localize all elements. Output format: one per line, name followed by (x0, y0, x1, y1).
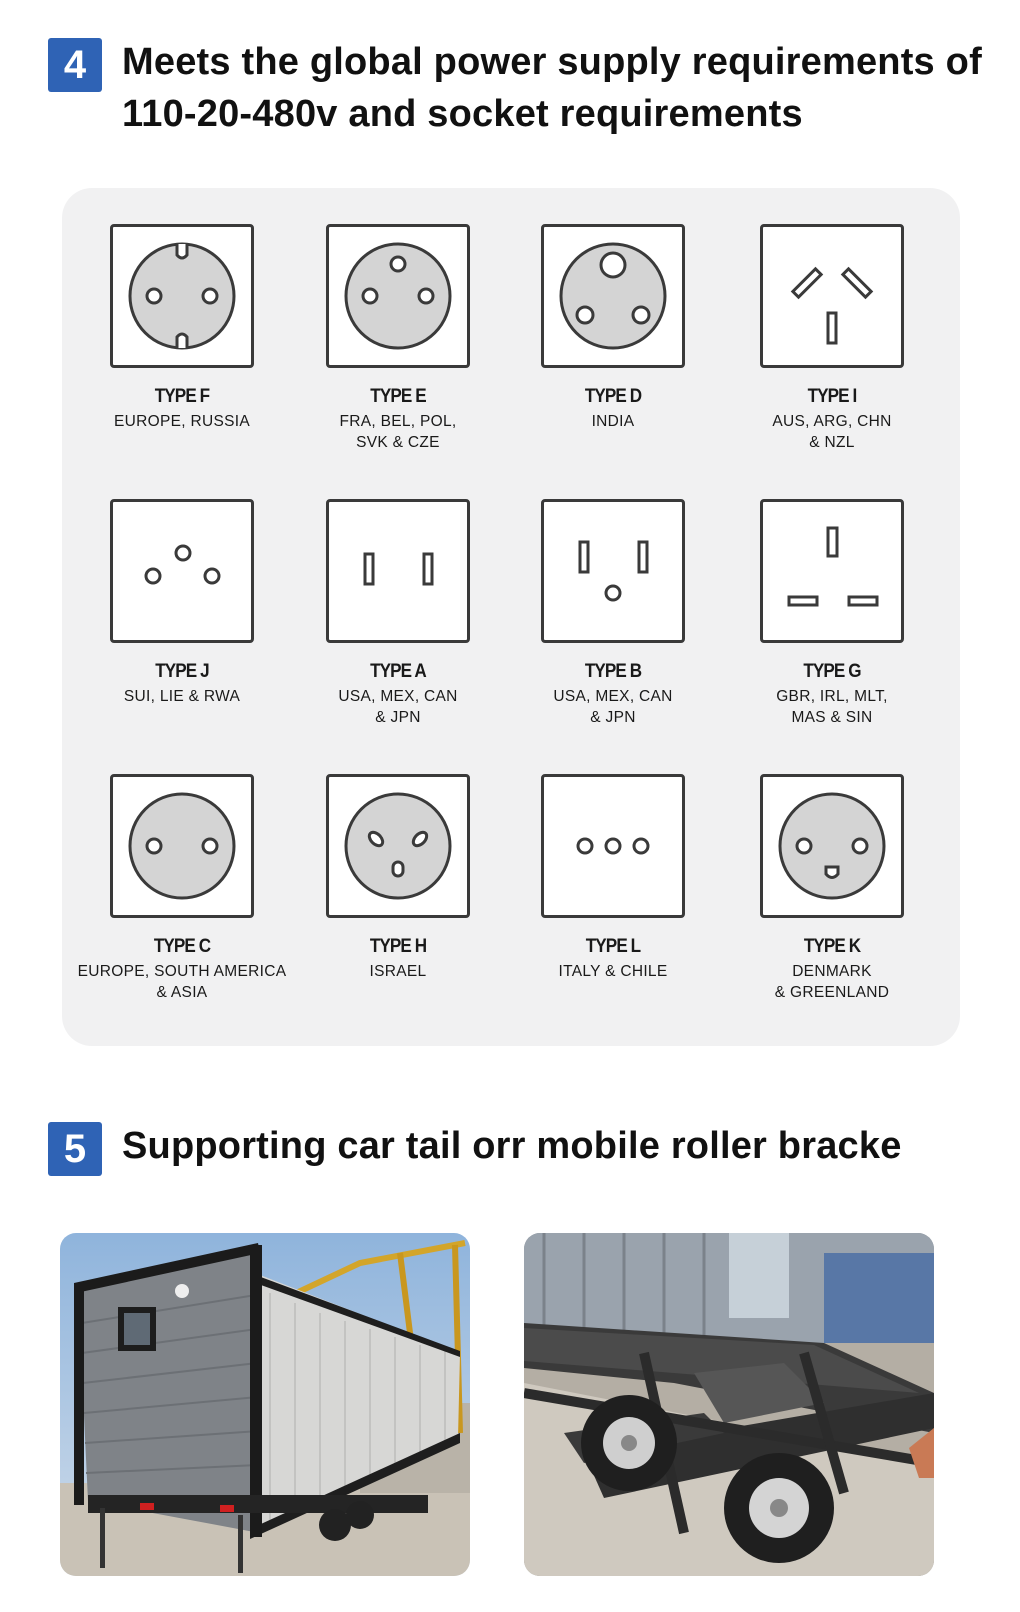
section-5-heading (48, 1120, 902, 1176)
section-title: Supporting car tail orr mobile roller bracke (122, 1125, 902, 1167)
socket-card-type-c (64, 774, 300, 1003)
socket-type-label: TYPE L (585, 936, 641, 957)
socket-type-label: TYPE F (154, 386, 210, 407)
socket-region-label: ITALY & CHILE (558, 963, 668, 980)
socket-region-label: USA, MEX, CAN & JPN (553, 688, 673, 726)
socket-region-label: SUI, LIE & RWA (123, 688, 241, 705)
socket-type-label: TYPE A (370, 661, 426, 682)
type-d-socket-icon (541, 224, 685, 368)
socket-type-label: TYPE K (803, 936, 861, 957)
socket-region-label: EUROPE, SOUTH AMERICA & ASIA (77, 963, 287, 1001)
socket-region-label: FRA, BEL, POL, SVK & CZE (339, 413, 457, 451)
type-a-socket-icon (326, 499, 470, 643)
trailer-chassis-frame-photo (524, 1233, 934, 1576)
socket-card-type-b (495, 499, 731, 728)
socket-type-label: TYPE I (807, 386, 857, 407)
socket-region-label: GBR, IRL, MLT, MAS & SIN (776, 688, 888, 726)
socket-region-label: ISRAEL (369, 963, 427, 980)
socket-card-type-g (714, 499, 950, 728)
container-house-on-trailer-photo (60, 1233, 470, 1576)
socket-type-label: TYPE C (153, 936, 211, 957)
socket-card-type-e (280, 224, 516, 453)
type-h-socket-icon (326, 774, 470, 918)
socket-card-type-j (64, 499, 300, 707)
socket-card-type-k (714, 774, 950, 1003)
socket-card-type-l (495, 774, 731, 982)
type-i-socket-icon (760, 224, 904, 368)
socket-type-label: TYPE H (369, 936, 427, 957)
socket-card-type-a (280, 499, 516, 728)
socket-type-label: TYPE E (370, 386, 426, 407)
section-number-badge: 5 (48, 1122, 102, 1176)
type-g-socket-icon (760, 499, 904, 643)
socket-card-type-d (495, 224, 731, 432)
type-f-socket-icon (110, 224, 254, 368)
socket-card-type-h (280, 774, 516, 982)
type-j-socket-icon (110, 499, 254, 643)
socket-type-label: TYPE G (803, 661, 861, 682)
socket-card-type-f (64, 224, 300, 432)
socket-card-type-i (714, 224, 950, 453)
type-e-socket-icon (326, 224, 470, 368)
type-l-socket-icon (541, 774, 685, 918)
socket-type-label: TYPE J (155, 661, 209, 682)
type-b-socket-icon (541, 499, 685, 643)
socket-region-label: DENMARK & GREENLAND (774, 963, 890, 1001)
socket-region-label: INDIA (591, 413, 635, 430)
socket-region-label: EUROPE, RUSSIA (114, 413, 250, 430)
section-number-badge: 4 (48, 38, 102, 92)
socket-types-panel (62, 188, 960, 1046)
type-k-socket-icon (760, 774, 904, 918)
socket-region-label: USA, MEX, CAN & JPN (338, 688, 458, 726)
socket-type-label: TYPE D (584, 386, 642, 407)
type-c-socket-icon (110, 774, 254, 918)
socket-type-label: TYPE B (584, 661, 642, 682)
section-4-heading (48, 36, 982, 140)
section-title: Meets the global power supply requirements of 110-20-480v and socket requirements (122, 41, 982, 135)
socket-region-label: AUS, ARG, CHN & NZL (772, 413, 892, 451)
